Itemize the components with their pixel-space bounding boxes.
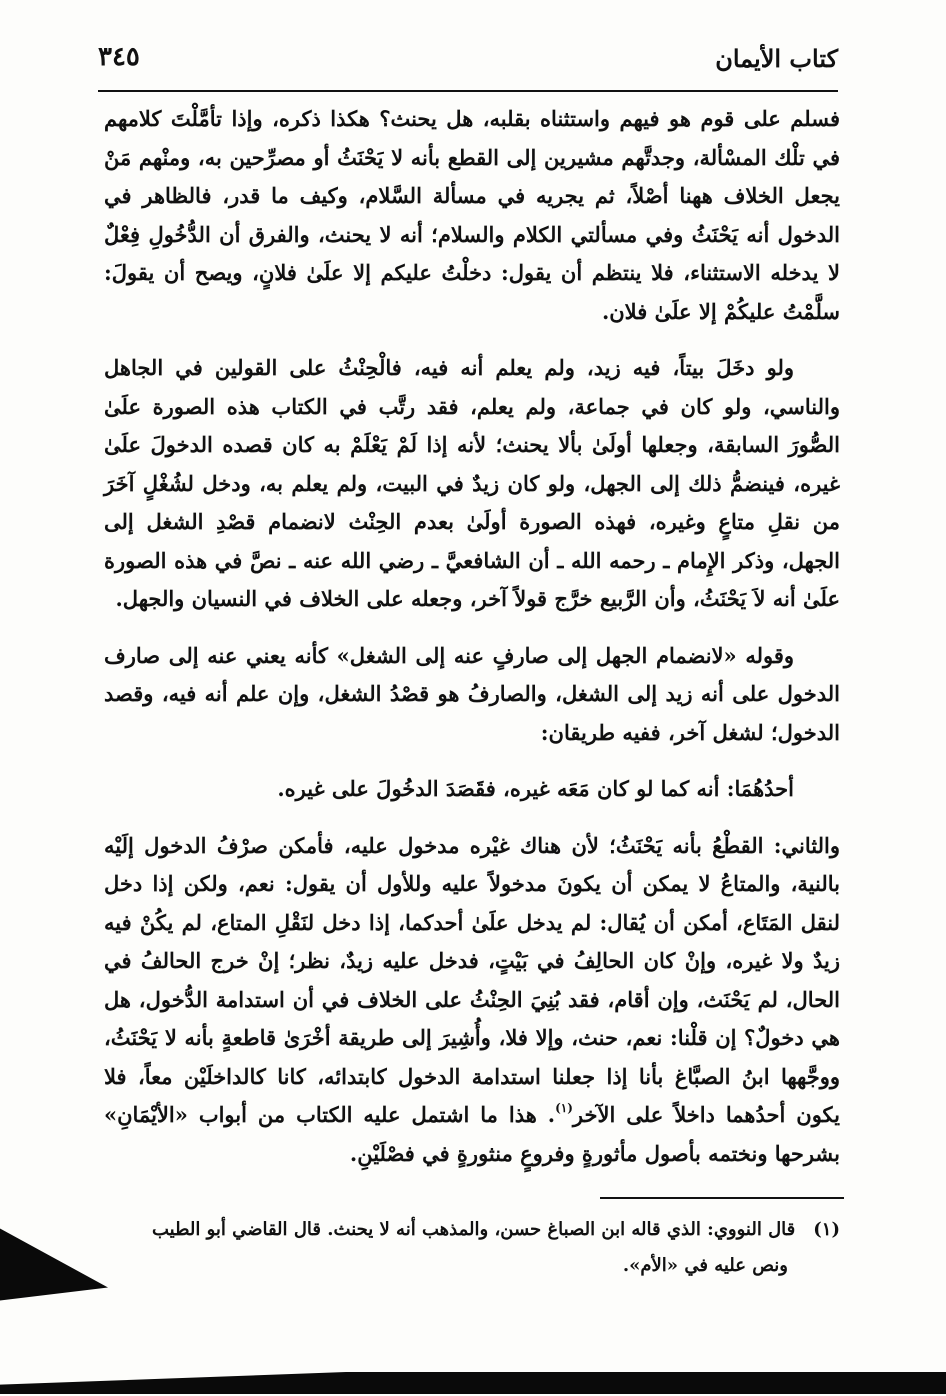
second-method-text: القطْعُ بأنه يَحْنَثُ؛ لأن هناك غيْره مدخول عليه، فأمكن صرْفُ الدخول إلَيْه بالنية، والمتاعُ لا يمكن أن يكونَ مدخولاً عليه وللأول أن يقول: نعم، ولكن إذا دخل لنقل المَتَاع، أمكن أن يُقال: لم يدخل علَىٰ أحدكما، إذا دخل لنَقْلِ المتاع، لم يكُنْ فيه زيدٌ ولا غيره، وإنْ كان الحالِفُ في بَيْتٍ، فدخل عليه زيدٌ، نظر؛ إنْ خرج الحالفُ في الحال، لم يَحْنَث، وإن أقام، فقد بُنِيَ الحِنْثُ على الخلاف في أن استدامة الدُّخول، هل هي دخولٌ؟ إن قلْنا: نعم، حنث، وإلا فلا، وأُشِيرَ إلى طريقة أخْرَىٰ قاطعةٍ بأنه لا يَحْنَثُ، ووجَّهها ابنُ الصبَّاغ بأنا إذا جعلنا استدامة الدخول كابتدائه، كانا كالداخلَيْن معاً، فلا يكون أحدُهما داخلاً على الآخر: [104, 832, 841, 1127]
footnote-reference[interactable]: (١): [555, 1101, 573, 1115]
page-header: [98, 38, 838, 88]
paragraph-2: ولو دخَلَ بيتاً، فيه زيد، ولم يعلم أنه فيه، فالْحِنْثُ على القولين في الجاهل والناسي، ولو كان في جماعة، ولم يعلم، فقد رتَّب في الكتاب هذه الصورة علَىٰ الصُّورَ السابقة، وجعلها أولَىٰ بألا يحنث؛ لأنه إذا لَمْ يَعْلَمْ به كان قصده الدخولَ علَىٰ غيره، فينضمُّ ذلك إلى الجهل، ولو كان زيدٌ في البيت، ولم يعلم به، ودخل لشُغْلٍ آخَرَ من نقلِ متاعٍ وغيره، فهذه الصورة أولَىٰ بعدم الحِنْث لانضمام قصْدِ الشغل إلى الجهل، وذكر الإِمام ـ رحمه الله ـ أن الشافعيَّ ـ رضي الله عنه ـ نصَّ في هذه الصورة علَىٰ أنه لاَ يَحْنَثُ، وأن الرَّبيع خرَّج قولاً آخر، وجعله على الخلاف في النسيان والجهل.: [104, 355, 840, 611]
paragraph-first-method: [104, 770, 840, 809]
running-title: كتاب الأيمان: [715, 44, 838, 73]
first-method-label: أحدُهُمَا:: [726, 776, 794, 801]
footnote-number: (١): [813, 1219, 840, 1240]
footnote-line-1: قال النووي: الذي قاله ابن الصباغ حسن، والمذهب أنه لا يحنث. قال القاضي أبو الطيب: [151, 1219, 796, 1240]
footnote-rule: [600, 1197, 844, 1199]
page-number: ٣٤٥: [98, 42, 140, 72]
paragraph-second-method: [104, 827, 840, 1174]
second-method-label: والثاني:: [773, 832, 840, 858]
footnote-line-2: ونص عليه في «الأم».: [622, 1255, 788, 1276]
paragraph-1: فسلم على قوم هو فيهم واستثناه بقلبه، هل يحنث؟ هكذا ذكره، وإذا تأمَّلْتَ كلامهم في تلْك المسْألة، وجدتَّهم مشيرين إلى القطع بأنه لا يَحْنَثُ أو مصرِّحين به، ومنْهم مَنْ يجعل الخلاف ههنا أصْلاً، ثم يجريه في مسألة السَّلام، وكيف ما قدر، فالظاهر في الدخول أنه يَحْنَثُ وفي مسألتي الكلام والسلام؛ أنه لا يحنث، والفرق أن الدُّخُولِ فِعْلٌ لا يدخله الاستثناء، فلا ينتظم أن يقول: دخلْتُ عليكم إلا علَىٰ فلانٍ، ويصح أن يقولَ: سلَّمْتُ عليكُمْ إلا علَىٰ فلان.: [104, 106, 840, 324]
paragraph-3: وقوله «لانضمام الجهل إلى صارفٍ عنه إلى الشغل» كأنه يعني عنه إلى صارف الدخول على أنه زيد إلى الشغل، والصارفُ هو قصْدُ الشغل، وإن علم أنه فيه، وقصد الدخول؛ لشغل آخر، ففيه طريقان:: [104, 642, 840, 745]
scan-shadow-bottom: [0, 1372, 946, 1394]
header-rule: [98, 90, 838, 92]
footnote: [104, 1212, 840, 1284]
main-text: [104, 100, 840, 1173]
first-method-text: أنه كما لو كان مَعَه غيره، فقَصَدَ الدخُولَ على غيره.: [277, 776, 720, 801]
scan-shadow-left: [0, 1229, 108, 1324]
second-method-tail: . هذا ما اشتمل عليه الكتاب من أبواب «الأيْمَانِ» بشرحها ونختمه بأصول مأثورةٍ وفروعٍ منثورةٍ في فصْلَيْنِ.: [104, 1102, 840, 1166]
